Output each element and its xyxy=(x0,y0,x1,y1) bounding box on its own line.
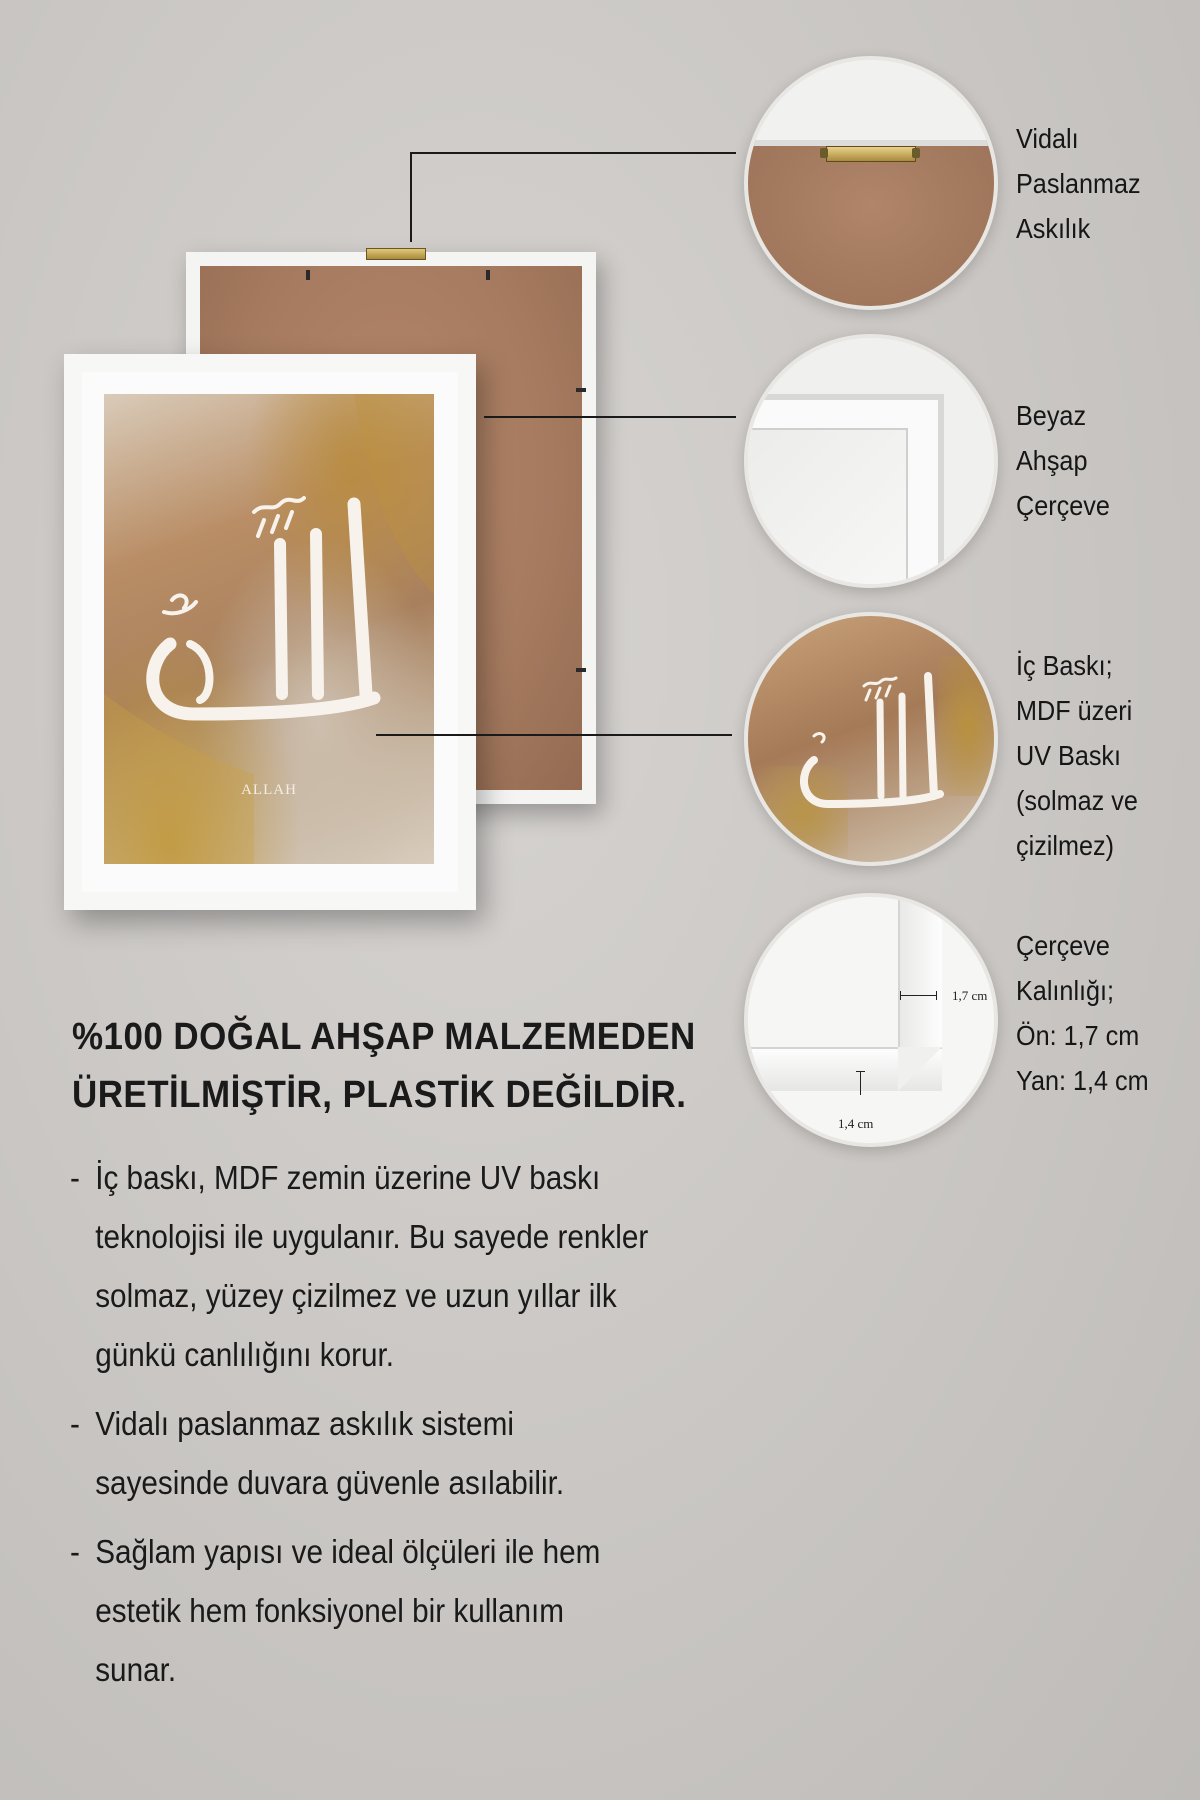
hanger-detail-circle xyxy=(744,56,998,310)
frame-mat xyxy=(82,372,458,892)
frame-thickness-circle xyxy=(744,893,998,1147)
list-item: - Vidalı paslanmaz askılık sistemi sayesinde duvara güvenle asılabilir. xyxy=(70,1405,565,1501)
headline xyxy=(72,1008,696,1124)
headline-line-2: ÜRETİLMİŞTİR, PLASTİK DEĞİLDİR. xyxy=(72,1074,687,1116)
print-detail-circle xyxy=(744,612,998,866)
clip-icon xyxy=(486,270,490,280)
front-dimension-marker xyxy=(900,995,936,996)
callout-hanger-label: Vidalı Paslanmaz Askılık xyxy=(1016,123,1141,244)
connector-line xyxy=(376,734,732,736)
sawtooth-hanger-icon xyxy=(366,248,426,260)
screw-icon xyxy=(820,148,828,158)
side-dimension-text: 1,4 cm xyxy=(838,1116,874,1131)
clip-icon xyxy=(576,388,586,392)
calligraphy-artwork xyxy=(104,394,434,864)
headline-line-1: %100 DOĞAL AHŞAP MALZEMEDEN xyxy=(72,1016,696,1058)
frame-corner-detail-circle xyxy=(744,334,998,588)
front-dimension-text: 1,7 cm xyxy=(952,988,988,1003)
sawtooth-hanger-icon xyxy=(826,146,916,162)
allah-calligraphy-icon xyxy=(778,636,968,836)
connector-line xyxy=(484,416,736,418)
front-frame xyxy=(64,354,476,910)
clip-icon xyxy=(576,668,586,672)
clip-icon xyxy=(306,270,310,280)
art-caption: ALLAH xyxy=(241,782,297,798)
connector-line xyxy=(410,152,736,154)
list-item: - İç baskı, MDF zemin üzerine UV baskı teknolojisi ile uygulanır. Bu sayede renkler solmaz, yüzey çizilmez ve uzun yıllar ilk günkü canlılığını korur. xyxy=(70,1159,649,1373)
screw-icon xyxy=(912,148,920,158)
connector-line xyxy=(410,152,412,242)
callout-print-label: İç Baskı; MDF üzeri UV Baskı (solmaz ve çizilmez) xyxy=(1016,650,1138,861)
list-item: - Sağlam yapısı ve ideal ölçüleri ile hem estetik hem fonksiyonel bir kullanım sunar. xyxy=(70,1533,601,1688)
side-dimension-marker xyxy=(860,1071,861,1095)
callout-frame-label: Beyaz Ahşap Çerçeve xyxy=(1016,400,1110,521)
feature-list xyxy=(70,1148,790,1709)
callout-thickness-label: Çerçeve Kalınlığı; Ön: 1,7 cm Yan: 1,4 cm xyxy=(1016,930,1149,1096)
